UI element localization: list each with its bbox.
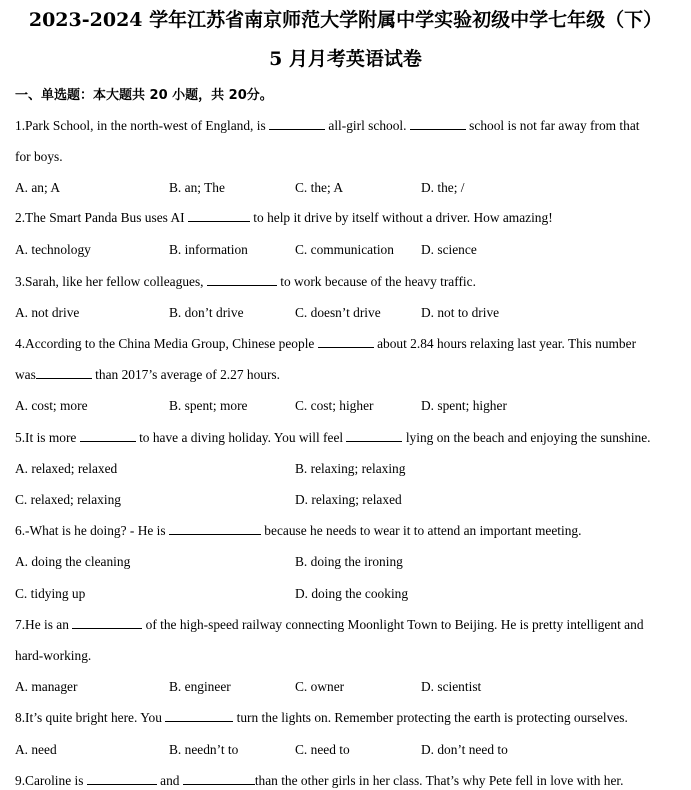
question-text: 8.It’s quite bright here. You (15, 710, 166, 725)
answer-blank (36, 367, 92, 379)
question-4-line-2 (15, 367, 280, 383)
question-text: lying on the beach and enjoying the sunshine. (402, 430, 651, 445)
question-7-option-D: D. scientist (421, 679, 482, 694)
question-2-option-D: D. science (421, 242, 477, 257)
question-7-option-A: A. manager (15, 679, 78, 694)
answer-blank (80, 430, 136, 442)
answer-blank (207, 274, 277, 286)
question-text: 1.Park School, in the north-west of England, is (15, 118, 270, 133)
question-6-option-D: D. doing the cooking (295, 586, 409, 601)
question-7-line-1 (15, 617, 644, 633)
question-text: and (156, 773, 183, 788)
question-text: 2.The Smart Panda Bus uses AI (15, 210, 188, 225)
answer-blank (346, 430, 402, 442)
question-text: hard-working. (15, 648, 92, 663)
question-4-option-C: C. cost; higher (295, 398, 374, 413)
question-6-option-C: C. tidying up (15, 586, 86, 601)
answer-blank (183, 773, 255, 785)
question-text: 4.According to the China Media Group, Chinese people (15, 336, 318, 351)
answer-blank (165, 710, 233, 722)
question-2-option-B: B. information (169, 242, 248, 257)
question-4-option-A: A. cost; more (15, 398, 88, 413)
question-8-option-A: A. need (15, 742, 57, 757)
answer-blank (169, 523, 261, 535)
question-1-option-A: A. an; A (15, 180, 61, 195)
question-5-option-A: A. relaxed; relaxed (15, 461, 118, 476)
question-2-option-C: C. communication (295, 242, 394, 257)
question-3-option-B: B. don’t drive (169, 305, 244, 320)
question-5-option-B: B. relaxing; relaxing (295, 461, 406, 476)
question-text: than the other girls in her class. That’s why Pete fell in love with her. (254, 773, 624, 788)
question-1-option-C: C. the; A (295, 180, 343, 195)
question-text: than 2017’s average of 2.27 hours. (91, 367, 280, 382)
question-7-option-B: B. engineer (169, 679, 231, 694)
answer-blank (87, 773, 157, 785)
answer-blank (318, 336, 374, 348)
section-text: 本大题共 20 小题，共 20分。 (93, 88, 273, 103)
question-text: of the high-speed railway connecting Moonlight Town to Beijing. He is pretty intelligent and (142, 617, 644, 632)
question-7-option-C: C. owner (295, 679, 345, 694)
question-text: for boys. (15, 149, 63, 164)
question-3-line-1 (15, 274, 476, 290)
question-text: to help it drive by itself without a driver. How amazing! (249, 210, 553, 225)
question-6-line-1 (15, 523, 581, 539)
question-8-line-1 (15, 710, 628, 726)
question-text: 9.Caroline is (15, 773, 87, 788)
question-text: to work because of the heavy traffic. (276, 274, 476, 289)
question-text: 7.He is an (15, 617, 73, 632)
section-heading (15, 84, 273, 103)
answer-blank (269, 118, 325, 130)
question-2-option-A: A. technology (15, 242, 91, 257)
exam-title-line2: 5 月月考英语试卷 (269, 48, 422, 70)
answer-blank (72, 617, 142, 629)
answer-blank (410, 118, 466, 130)
question-4-line-1 (15, 336, 636, 352)
question-text: school is not far away from that (465, 118, 640, 133)
question-1-option-B: B. an; The (169, 180, 225, 195)
question-3-option-A: A. not drive (15, 305, 80, 320)
question-text: about 2.84 hours relaxing last year. This number (373, 336, 637, 351)
question-4-option-D: D. spent; higher (421, 398, 507, 413)
question-5-option-C: C. relaxed; relaxing (15, 492, 121, 507)
question-8-option-D: D. don’t need to (421, 742, 508, 757)
question-text: because he needs to wear it to attend an important meeting. (260, 523, 582, 538)
question-6-option-B: B. doing the ironing (295, 554, 403, 569)
section-prefix: 一、单选题： (15, 88, 94, 103)
question-text: turn the lights on. Remember protecting the earth is protecting ourselves. (233, 710, 628, 725)
question-text: 6.-What is he doing? - He is (15, 523, 169, 538)
question-1-option-D: D. the; / (421, 180, 465, 195)
question-8-option-C: C. need to (295, 742, 350, 757)
answer-blank (188, 210, 250, 222)
question-5-option-D: D. relaxing; relaxed (295, 492, 402, 507)
question-7-line-2 (15, 648, 91, 664)
question-8-option-B: B. needn’t to (169, 742, 239, 757)
question-9-line-1 (15, 773, 623, 789)
question-text: 3.Sarah, like her fellow colleagues, (15, 274, 207, 289)
question-6-option-A: A. doing the cleaning (15, 554, 131, 569)
question-text: 5.It is more (15, 430, 80, 445)
question-4-option-B: B. spent; more (169, 398, 248, 413)
question-1-line-2 (15, 149, 63, 165)
question-5-line-1 (15, 430, 651, 446)
question-text: to have a diving holiday. You will feel (135, 430, 347, 445)
question-text: all-girl school. (325, 118, 410, 133)
question-1-line-1 (15, 118, 640, 134)
question-text: was (15, 367, 36, 382)
exam-title-line1: 2023-2024 学年江苏省南京师范大学附属中学实验初级中学七年级（下） (28, 9, 663, 31)
question-2-line-1 (15, 210, 553, 226)
question-3-option-D: D. not to drive (421, 305, 500, 320)
question-3-option-C: C. doesn’t drive (295, 305, 381, 320)
